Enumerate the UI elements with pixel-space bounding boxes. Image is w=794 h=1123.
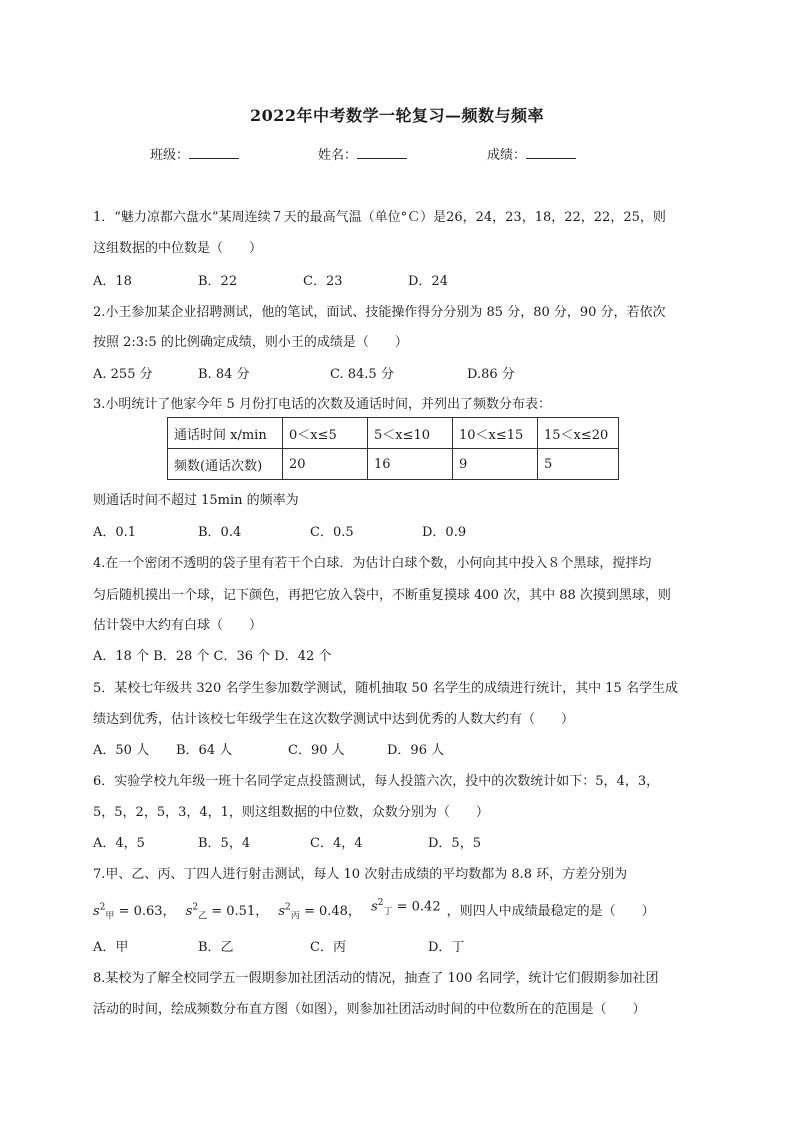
variance-bing: $s^2_丙 = 0.48$， xyxy=(278,902,361,922)
q1-option-a: A．18 xyxy=(93,274,132,289)
q8-line2: 活动的时间，绘成频数分布直方图（如图），则参加社团活动时间的中位数所在的范围是（ ） xyxy=(93,1002,646,1017)
variance-sub: 丙 xyxy=(290,911,300,922)
q7-line2-tail: ，则四人中成绩最稳定的是（ ） xyxy=(446,904,655,919)
table-cell: 9 xyxy=(453,449,538,480)
q4-line3: 估计袋中大约有白球（ ） xyxy=(93,618,263,633)
frequency-table xyxy=(167,417,619,480)
q8-line1: 8.某校为了解全校同学五一假期参加社团活动的情况，抽查了 100 名同学，统计它们假期参加社团 xyxy=(93,971,659,986)
variance-sub: 乙 xyxy=(198,911,208,922)
name-field xyxy=(318,144,407,163)
q1-line2: 这组数据的中位数是（ ） xyxy=(93,241,263,256)
score-field xyxy=(487,144,576,163)
q5-option-c: C．90 人 xyxy=(288,743,345,758)
q6-line1: 6．实验学校九年级一班十名同学定点投篮测试，每人投篮六次，投中的次数统计如下：5，4，3， xyxy=(93,774,660,789)
variance-jia: $s^2_甲 = 0.63$， xyxy=(93,902,176,922)
q1-option-b: B．22 xyxy=(198,274,238,289)
q6-option-b: B．5，4 xyxy=(198,836,251,851)
variance-yi: $s^2_乙 = 0.51$， xyxy=(185,902,269,922)
q1-option-c: C．23 xyxy=(303,274,343,289)
table-cell: 16 xyxy=(368,449,453,480)
table-cell: 15＜x≤20 xyxy=(538,418,619,449)
q4-line1: 4.在一个密闭不透明的袋子里有若干个白球．为估计白球个数，小何向其中投入８个黑球，搅拌均 xyxy=(93,556,652,571)
table-row-header xyxy=(168,418,619,449)
table-cell: 20 xyxy=(283,449,368,480)
q3-line2: 则通话时间不超过 15min 的频率为 xyxy=(93,493,299,508)
q5-option-b: B．64 人 xyxy=(176,743,233,758)
q7-option-b: B．乙 xyxy=(198,940,234,955)
q3-line1: 3.小明统计了他家今年 5 月份打电话的次数及通话时间，并列出了频数分布表： xyxy=(93,397,551,412)
variance-value: = 0.48， xyxy=(303,904,361,919)
q6-option-a: A．4，5 xyxy=(93,836,145,851)
table-cell: 10＜x≤15 xyxy=(453,418,538,449)
q3-option-d: D．0.9 xyxy=(422,525,467,540)
variance-sub: 丁 xyxy=(383,906,393,917)
class-blank xyxy=(189,146,239,159)
q7-option-c: C．丙 xyxy=(310,940,346,955)
q4-line2: 匀后随机摸出一个球，记下颜色，再把它放入袋中，不断重复摸球 400 次，其中 88 次摸到黑球，则 xyxy=(93,588,671,603)
q2-option-a: A. 255 分 xyxy=(93,367,153,382)
worksheet-title: 2022年中考数学一轮复习—频数与频率 xyxy=(249,106,545,125)
q7-option-d: D．丁 xyxy=(428,940,465,955)
score-label: 成绩： xyxy=(487,148,527,163)
q5-line2: 绩达到优秀，估计该校七年级学生在这次数学测试中达到优秀的人数大约有（ ） xyxy=(93,712,575,727)
q1-line1: 1．“魅力凉都六盘水”某周连续７天的最高气温（单位°Ｃ）是26，24，23，18，22，22，25，则 xyxy=(93,210,666,225)
q1-option-d: D．24 xyxy=(408,274,448,289)
q7-line2 xyxy=(93,897,655,922)
score-blank xyxy=(526,146,576,159)
q2-line1: 2.小王参加某企业招聘测试，他的笔试，面试、技能操作得分分别为 85 分，80 分，90 分，若依次 xyxy=(93,305,666,320)
variance-value: = 0.42 xyxy=(396,899,441,914)
table-cell: 5 xyxy=(538,449,619,480)
q2-line2: 按照 2:3:5 的比例确定成绩，则小王的成绩是（ ） xyxy=(93,335,408,350)
table-cell: 通话时间 x/min xyxy=(168,418,283,449)
q6-option-d: D．5，5 xyxy=(428,836,481,851)
q7-line1: 7.甲、乙、丙、丁四人进行射击测试，每人 10 次射击成绩的平均数都为 8.8 环，方差分别为 xyxy=(93,867,628,882)
variance-ding: $s^2_丁 = 0.42$ xyxy=(371,897,441,917)
q5-option-d: D．96 人 xyxy=(387,743,445,758)
q3-option-a: A．0.1 xyxy=(93,525,137,540)
variance-sub: 甲 xyxy=(105,911,115,922)
table-cell: 0＜x≤5 xyxy=(283,418,368,449)
table-cell: 5＜x≤10 xyxy=(368,418,453,449)
table-cell: 频数(通话次数) xyxy=(168,449,283,480)
q6-line2: 5，5，2，5，3，4，1，则这组数据的中位数，众数分别为（ ） xyxy=(93,805,489,820)
table-row xyxy=(168,449,619,480)
name-blank xyxy=(357,146,407,159)
q6-option-c: C．4，4 xyxy=(310,836,363,851)
class-field xyxy=(150,144,239,163)
q3-option-c: C．0.5 xyxy=(310,525,354,540)
class-label: 班级： xyxy=(150,148,190,163)
q4-options: A．18 个 B．28 个 C．36 个 D．42 个 xyxy=(93,649,332,664)
q2-option-b: B. 84 分 xyxy=(198,367,250,382)
variance-value: = 0.51， xyxy=(211,904,269,919)
q5-line1: 5．某校七年级共 320 名学生参加数学测试，随机抽取 50 名学生的成绩进行统计，其中 15 名学生成 xyxy=(93,681,678,696)
q5-option-a: A．50 人 xyxy=(93,743,150,758)
variance-value: = 0.63， xyxy=(118,904,176,919)
q3-option-b: B．0.4 xyxy=(198,525,242,540)
q2-option-d: D.86 分 xyxy=(467,367,515,382)
q7-option-a: A．甲 xyxy=(93,940,129,955)
name-label: 姓名： xyxy=(318,148,358,163)
q2-option-c: C. 84.5 分 xyxy=(330,367,394,382)
